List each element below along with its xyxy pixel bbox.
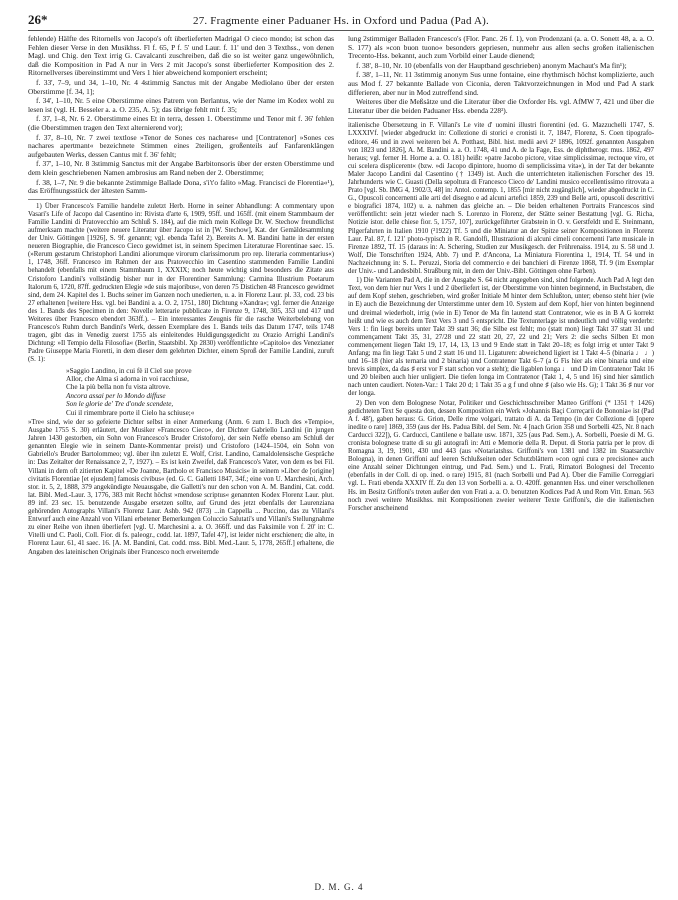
paragraph: f. 38', 8–10, Nr. 10 (ebenfalls von der Hauptband geschrieben) anonym Machaut's Ma fin¹); [356,60,627,70]
poem-quote [66,367,334,417]
footnote-continuation: italienische Übersetzung in F. Villani's Le vite d' uomini illustri fiorentini (ed. G. Mazzuchelli 1747, S. LXXXIVf. [wieder abgedruckt in: Collezione di storici e cronisti it. 7, 1847, Florenz, S. Coen tipografo-editore, 46 und in zwei weiteren bei A. Potthast, Bibl. hist. medii aevi 2² 1896, 1092f. genannten Ausgaben von 1823 und 1826], A. M. Bandini a. a. O. 1748, 41 und A. de la Fage, Ess. de diphtherogr. mus. 1862, 497 heraus; vgl. ferner H. Horne a. a. O. 181) heißt: »patre Jacobo pictore, vitae simplicissimae, rectoque viro, et cui scelera displicerent« (bzw. »di Jacopo dipintore, huomo di semplicissima vita«), in der Tat der bekannte Maler Jacopo Landini dal Casentino († 1349) ist. Auch die unterrichteten italienischen Forscher des 19. Jahrhunderts wie C. Guasti (Della sepoltura di Francesco Cieco de' Landini musico eccellentissimo ritrovata a Prato [vgl. Sb. IMG 4, 1902/3, 48] in: Antol. contemp. 1, 1855 [mir nicht zugänglich], wieder abgedruckt in C. G., Opuscoli concernenti alle arti del disegno e ad alcuni artefici 1859, 239 und Belle arti, opuscoli descrittivi e biografici 1874, 102) u. a. nahmen das gleiche an. – Die beiden erhaltenen Portraits Francescos sind veröffentlicht: sein jetzt wieder nach S. Lorenzo in Florenz, der Stätte seiner Bestattung [vgl. G. Richa, Notizie istor. delle chiese fior. 5, 1757, 107], zurückgeführter Grabstein in O. v. Gerstfeldt und E. Steinmann, Pilgerfahrten in Italien 1910 (²1922) Tf. 5 und die Miniatur an der Spitze seiner Kompositionen in Florenz Laur. Pal. 87, f. 121' photo-typisch in R. Gandolfi, Illustrazioni di alcuni cimeli concernenti l'arte musicale in Firenze 1892, Tf. 15 (daraus in: A. Schering, Studien zur Musikgesch. der Frührenaiss. 1914, zu S. 58 und J. Wolf, Die Tonschriften 1924, Abb. 7) und P. d'Ancona, La Miniatura Fiorentina 1, 1914, Tf. 54 und in Nachzeichnung in: S. L. Peruzzi, Storia del commercio e dei banchieri di Firenze 1868, Tf. 9 (im Exemplar der Univ.- und Landesbibl. Straßburg mit, in dem der Univ.-Bibl. Göttingen ohne Farben). [348,122,654,276]
right-column [348,35,654,558]
paragraph: f. 38, 1–7, Nr. 9 die bekannte 2stimmige Ballade Dona, s'i't'o falito »Mag. Francisci de Florentia«¹), das Eröffnungsstück der ältesten Samm- [28,177,334,196]
left-column [28,35,334,558]
paragraph: Weiteres über die Meßsätze und die Literatur über die Oxforder Hs. vgl. AfMW 7, 421 und über die Literatur über die beiden Paduaner Hss. ebenda 228²). [348,97,654,115]
footnote-rule [348,118,438,119]
paragraph: f. 34', 1–10, Nr. 5 eine Oberstimme eines Patrem von Berlantus, wie der Name im Kodex wohl zu lesen ist (vgl. H. Besseler a. a. O. 235, A. 5); das übrige fehlt mit f. 35; [28,96,334,114]
two-column-body [28,35,654,558]
poem-line: Allor, che Alma sì adorna in voi racchiuse, [66,374,189,383]
poem-line: Ancora assai per lo Mondo diffuse [66,391,166,400]
poem-line: Cui il rimembrare porte il Cielo ha schiuse;« [66,408,195,417]
poem-line: »Saggio Landino, in cui fè il Ciel sue prove [66,366,192,375]
paragraph: fehlende) Hälfte des Ritornells von Jacopo's oft überlieferten Madrigal O cieco mondo; ist schon das Fehlen dieser Verse in den Musikhss. Fl f. 65, P f. 5' und Laur. f. 11' und den 3 Texthss., von denen Magl. und Chig. den Text irrig G. Cavalcanti zuschreiben, daß die so ist weiter ganz ungewöhnlich, daß die Komposition in Pad A nur in Vers 2 mit Jacopo's sonst überlieferter Komposition des 2. Ritornellverses übereinstimmt und Vers 1 hier abweichend komponiert erscheint; [28,34,334,78]
footnote-continuation: »Tre« sind, wie der so gefeierte Dichter selbst in einer Anmerkung (Anm. 6 zum 1. Buch des »Tempio«, Ausgabe 1755 S. 30) erläutert, der Musiker »Francesco Cieco«, der Dichter Gabriello Landini (in jungen Jahren 1430 gestorben, ein Sohn von Francesco's Bruder Cristoforo), der sein Neffe ebenso am Schluß der genannten Elegie wie in seinem Dante-Kommentar preist) und Cristoforo (1424–1504, ein Sohn von Gabriello's Bruder Bartolommeo; vgl. über ihn zuletzt E. Wolf, Crist. Landino, Camaldolensische Gespräche in: Das Zeitalter der Renaissance 2, 7, 1927). – Es ist kein Zweifel, daß Francesco's Vater, von dem es bei Fil. Villani in dem oft zitierten Kapitel »De Joanne, Bartholo et Francisco Musicis« in seinem »Liber de [origine] civitatis Florentiae [et ejusdem] famosis civibus« (ed. G. C. Galletti 1847, 34f.; eine von U. Marchesini, Arch. stor. it. 5, 2, 1888, 379 angekündigte Neuausgabe, die Galletti's nur den schon von A. M. Bandini, Cat. codd. lat. Bibl. Med.-Laur. 3, 1776, 383 mit Recht höchst »mendose scriptus« genannten Kodex Florenz Laur. plut. 89 inf. 23 sec. 15. benutzende Ausgabe ersetzen sollte, auf Grund des jetzt ebenfalls der Laurenziana gehörenden Autographs Villani's Florenz Laur. Ashb. 942 (873) ...in Cappella ... Puccino, das zu Villani's Entwurf auch eine Anzahl von Villani erbetener Bemerkungen Coluccio Salutati's und Villani's Stellungnahme zu einer Reihe von ihnen überliefert [vgl. U. Marchesini a. a. O. 366ff. und das Faksimile von f. 20' in: C. Vitelli und C. Paoli, Coll. Fior. di fs. paleogr., codd. lat. 1897, Tafel 47], ist leider nicht erschienen; die alte, in Florenz Laur. 61, 41 saec. 16. [A. M. Bandini, Cat. codd. mss. Bibl. Med.-Laur. 5, 1778, 265ff.] erhaltene, die Angaben des lateinischen Originals über Francesco noch erweiternde [28,419,334,556]
page-number: 26* [28,12,48,27]
footnote: 1) Die Varianten Pad A, die in der Ausgabe S. 64 nicht angegeben sind, sind folgende. Auch Pad A legt den Text, von dem hier nur Vers 1 und 2 überliefert ist, der Oberstimme von hinten beginnend, in Buchstaben, die auf dem Kopf stehen, geschrieben, wird großer Initiale M hinter dem Schlußton, unter; ebenso steht hier (wie in E) auch die Bezeichnung der Unterstimme unter dem 10. System auf dem Kopf, hier von hinten beginnend und dreimal wiederholt, irrig (wie in E) Tenor de Ma fin lautend statt Contratenor, wie es in B A G korrekt heißt und wie es auch dem Text Vers 3 und 5 entspricht. Die Textunterlage ist undeutlich und völlig verderbt: Vers 1: fin liegt bereits unter Takt 39 statt 36; die Silbe est fehlt; mo (statt mon) liegt Takt 37 statt 31 und commençament Takt 35, 31, 27/28 und 22 statt 20, 27, 22 und 21; Vers 2: die sechs Silben Et mon commençement liegen Takt 19, 17, 14, 13, 13 und 9 Ende statt in Takt 20–18; es folgt irrig et unter Takt 9 Anfang; ma fin liegt Takt 5 und 2 statt 16 und 11. Ligaturen: abweichend ligiert ist 1 Takt 4–5 (binaria ♩ ♩) und 16–18 (hier als ternaria und 2 binaria) und Contratenor Takt 6–7 (a G Fis hier als eine binaria und eine brevis simplex, da das ♯ erst vor F statt schon vor a steht); die ligablen longa ♩ und D im Contratenor Takt 16 und 20 bleiben auch hier unligiert. Die tiefen longa im Contratenor (Takt 1, 4, 5 und 16) sind hier sämtlich nach unten caudiert. Noten-Var.: 1 Takt 20 d; 1 Takt 35 a g f und ohne ♯ (also wie Hs. G); 1 Takt 36 ♯ nur vor der longa. [348,277,654,398]
paragraph: lung 2stimmiger Balladen Francesco's (Flor. Panc. 26 f. 1), von Prodenzani (a. a. O. Sonett 48, a. a. O. S. 177) als »con buon tuono« besonders gepriesen, nunmehr aus allen sechs großen italienischen Trecento-Hss. bekannt, auch zum Vorbild einer Laude dienend; [348,34,654,61]
poem-line: Son le glorie de' Tre d'onde scendete, [66,400,174,409]
poem-line: Che la più bella non fu vista altrove. [66,383,171,392]
footnote: 2) Den von dem Bolognese Notar, Politiker und Geschichtsschreiber Matteo Griffoni (* 1351 † 1426) gedichteten Text Se questa don, dessen Komposition ein Werk »Johannis Baçi Correçarii de Bononia« ist (Pad A f. 48'), gaben heraus: G. Grion, Delle rime volgari, trattato di A. da Tempo (in der Collezione di [opere inedite o rare] 1869, 359 (aus der Hs. Padua Bibl. del Sem. Nr. 4 [nach Grion 358 und Sorbelli 425, Nr. 8 nach Carducci 322]), G. Carducci, Cantilene e ballate usw. 1871, 325 (aus Pad. Sem.), A. Sorbelli, Poesie di M. G. cronista bolognese tratte di su gli autografi in: Atti e Memorie della R. Deput. di Storia patria per le prov. di Romagna 3, 19, 1901, 430 und 443 (aus »Notariatshss. Griffoni's von 1381 und 1382 im Staatsarchiv Bologna), in denen Griffoni auf leeren Schlußseiten oder Schutzblättern »con ogni cura e precisione« auch eine Anzahl seiner Dichtungen eintrug, und Pad. Sem.) und L. Frati, Rimatori Bolognesi del Trecento (ebenfalls in der Coll. di op. ined. o rare) 1915, 81 (nach Sorbelli und Pad A). Über die Familie Correggiari vgl. L. Frati ebenda XXXIV ff. Zu den 13 von Sorbelli a. a. O. 420ff. genannten Hss. und einer verschollenen Hs. im Besitz Griffoni's treten außer den von Frati a. a. O. benutzten Kodices Pad A und Rom Vitt. Eman. 563 noch zwei weitere Musikhss. mit Kompositionen zweier weiterer Texte Griffoni's, die die italienischen Forscher anscheinend [348,399,654,512]
paragraph: f. 38', 1–11, Nr. 11 3stimmig anonym Sus unne fontaine, eine rhythmisch höchst komplizierte, auch aus Mod f. 27 bekannte Ballade von Ciconia, deren Taktvorzeichnungen in Mod und Pad A stark differieren, aber nur in Mod zutreffend sind. [348,70,654,97]
running-header [28,12,654,31]
paragraph: f. 37, 1–8, Nr. 6 2. Oberstimme eines Et in terra, dessen 1. Oberstimme und Tenor mit f. 36' fehlen (die Oberstimmen tragen den Text alternierend vor); [28,114,334,132]
paragraph: f. 37, 8–10, Nr. 7 zwei textlose »Tenor de Sones ces nachares« und [Contratenor] »Sones ces nachares apertmant« bezeichnete Stimmen eines 2teiligen, großenteils auf Fanfarenklängen aufgebauten Werks, dessen Cantus mit f. 36' fehlt; [28,132,334,159]
paragraph: f. 33', 7–9, und 34, 1–10, Nr. 4 4stimmig Sanctus mit der Angabe Mediolano über der ersten Oberstimme [f. 34, 1]; [28,77,334,96]
signature-mark: D. M. G. 4 [314,882,364,892]
footnote: 1) Über Francesco's Familie handelte zuletzt Herb. Horne in seiner Abhandlung: A commentary upon Vasari's Life of Jacopo dal Casentino in: Rivista d'arte 6, 1909, 95ff. und 165ff. (mit einem Stammbaum der Familie Landini di Pratovecchio am Schluß S. 184), auf die mich mein Kollege Dr. W. Stechow freundlichst aufmerksam machte (weitere neuere Literatur über Jacopo ist in [W. Stechow], Kat. der Gemäldesammlung der Univ. Göttingen [1926], S. 9f. genannt; vgl. ebenda Tafel 2). Bereits A. M. Bandini hatte in der ersten neueren Biographie, die Francesco Cieco gewidmet ist, in seinem Specimen Literaturae Florentinae saec. 15. (»Rerum gestarum Christophori Landini aliorumque virorum clarissimorum pro rep. literaria commentarius«) 1, 1748, 36ff. Francesco im Rahmen der aus Pratovecchio im Casentino stammenden Familie Landini behandelt (ebenfalls mit einem Stammbaum 1, XXXIX; noch heute wichtig sind besonders die Zitate aus Cristoforo Landini's vollständig bisher nur in der Florentiner Sammlung: Carmina Illustrium Poetarum Italorum 6, 1720, 87ff. gedruckten Elegie »de suis majoribus«, von deren 75 Distichen 48 Francesco gewidmet sind, dem 24. Kapitel des 1. Buchs seiner im Ganzen noch unedierten, u. a. in Florenz Laur. pl. 33, cod. 23 bis 27 erhaltenen [weitere Hss. vgl. bei Bandini a. a. O. 2, 1751, 180] Dichtung »Xandra«; vgl. ferner die Anzeige des 1. Bands des Specimen in den: Novelle letterarie pubblicate in Firenze 9, 1748, 305, 353 und 417 und Weiteres über Francesco ebendort 363ff.). – Ein interessantes Zeugnis für die rasche Weiterbelebung von Francesco's Ruhm durch Bandini's Werk, dessen Exemplare des 1. Bands teils das Datum 1747, teils 1748 tragen, gibt das in Venedig zuerst 1755 als einleitendes Huldigungsgedicht zu Orazio Arrighi Landini's Dichtung: »Il Tempio della Filosofia« (Berlin, Staatsbibl. Xp 2830) veröffentlichte »Capitolo« des Venezianer Padre Giuseppe Maria Fioretti, in dem dieser dem gelehrten Dichter, einem Sproß der Familie Landini, zuruft (S. 1): [28,202,334,364]
footnote-rule [28,199,118,200]
running-title: 27. Fragmente einer Paduaner Hs. in Oxford und Padua (Pad A). [193,15,489,27]
paragraph: f. 37', 1–10, Nr. 8 3stimmig Sanctus mit der Angabe Barbitonsoris über der ersten Oberstimme und dem klein geschriebenen Namen ambrosius am Rand neben der 2. Oberstimme; [28,159,334,177]
